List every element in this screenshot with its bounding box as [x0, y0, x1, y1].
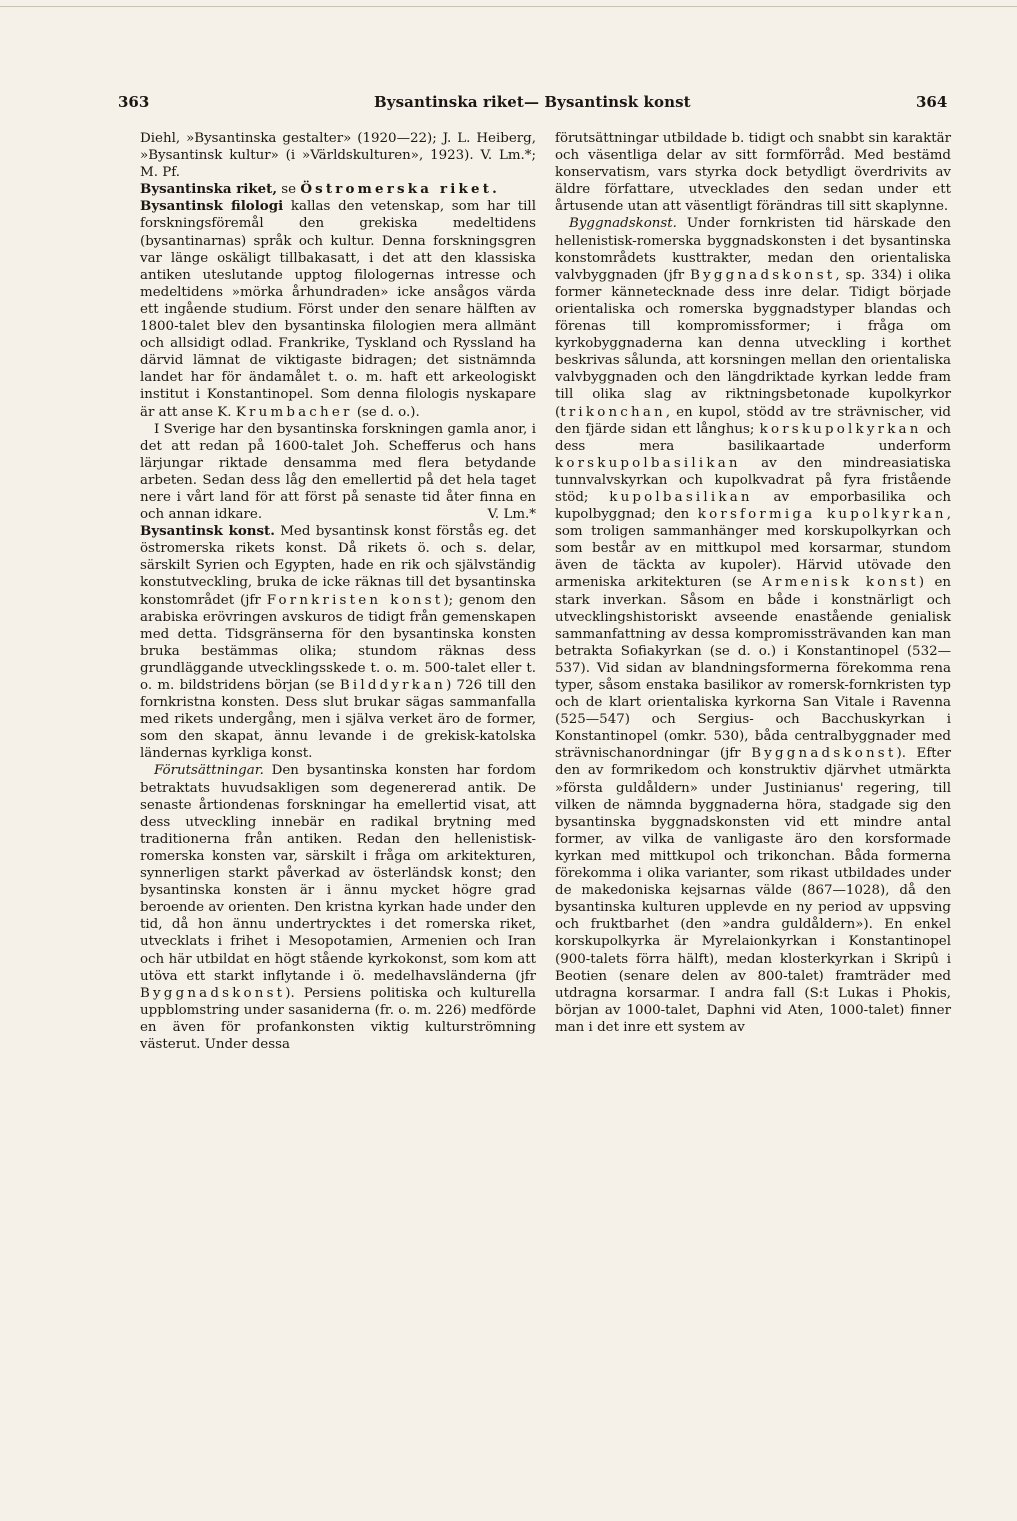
- cross-reference: Armenisk konst: [762, 575, 919, 591]
- term-emphasis: kupolbasilikan: [609, 489, 753, 505]
- cross-reference: Östromerska riket.: [300, 181, 500, 198]
- cross-reference: Fornkristen konst: [266, 592, 444, 608]
- right-column: [555, 130, 951, 1036]
- top-edge-rule: [0, 6, 1017, 7]
- entry-headword: Bysantinsk filologi: [140, 198, 284, 215]
- term-emphasis: korsformiga kupolkyrkan: [697, 507, 947, 523]
- entry-headword: Bysantinska riket,: [140, 181, 277, 198]
- page-number-left: 363: [118, 93, 150, 111]
- section-forutsattningar: Förutsättningar. Den bysantinska konsten har fordom betraktats huvudsakligen som degenererad antik. De senaste årtiondenas forskningar ha emellertid visat, att dess utveckling innebär en radikal brytning med traditionerna från antiken. Redan den hellenistisk-romerska konsten var, särskilt i fråga om arkitekturen, synnerligen starkt påverkad av österländsk konst; den bysantinska konsten är i ännu mycket högre grad beroende av orienten. Den kristna kyrkan hade under den tid, då hon ännu undertrycktes i det romerska riket, utvecklats i frihet i Mesopotamien, Armenien och Iran och här utbildat en högt stående kyrkokonst, som kom att utöva ett starkt inflytande i ö. medelhavsländerna (jfr Byggnadskonst). Persiens politiska och kulturella uppblomstring under sasaniderna (fr. o. m. 226) medförde en även för profankonsten viktig kulturströmning västerut. Under dessa: [140, 763, 536, 1052]
- cross-reference: Byggnadskonst: [140, 985, 286, 1001]
- section-byggnadskonst: Byggnadskonst. Under fornkristen tid härskade den hellenistisk-romerska byggnadskonsten i det bysantinska konstområdets kusttrakter, medan den orientaliska valvbyggnaden (jfr Byggnadskonst, sp. 334) i olika former kännetecknade dess inre delar. Tidigt började orientaliska och romerska byggnadstyper blandas och förenas till kompromissformer; i fråga om kyrkobyggnaderna kan denna utveckling i korthet beskrivas sålunda, att korsningen mellan den orientaliska valvbyggnaden och den längdriktade kyrkan ledde fram till olika slag av riktningsbetonade kupolkyrkor (trikonchan, en kupol, stödd av tre strävnischer, vid den fjärde sidan ett långhus; korskupolkyrkan och dess mera basilikaartade underform korskupolbasilikan av den mindreasiatiska tunnvalvskyrkan och kupolkvadrat på fyra fristående stöd; kupolbasilikan av emporbasilika och kupolbyggnad; den korsformiga kupolkyrkan, som troligen sammanhänger med korskupolkyrkan och som består av en mittkupol med korsarmar, stundom även de täckta av kupoler). Härvid utövade den armeniska arkitekturen (se Armenisk konst) en stark inverkan. Såsom en både i konstnärligt och utvecklingshistoriskt avseende enastående genialisk sammanfattning av dessa kompromissträvanden kan man betrakta Sofiakyrkan (se d. o.) i Konstantinopel (532—537). Vid sidan av blandningsformerna förekomma rena typer, såsom enstaka basilikor av romersk-fornkristen typ och de klart orientaliska kyrkorna San Vitale i Ravenna (525—547) och Sergius- och Bacchuskyrkan i Konstantinopel (omkr. 530), båda centralbyggnader med strävnischanordningar (jfr Byggnadskonst). Efter den av formrikedom och konstruktiv djärvhet utmärkta »första guldåldern» under Justinianus' regering, till vilken de nämnda byggnaderna höra, stadgade sig den bysantinska byggnadskonsten vid ett mindre antal former, av vilka de vanligaste äro den korsformade kyrkan med mittkupol och trikonchan. Båda formerna förekomma i olika varianter, som rikast utbildades under de makedoniska kejsarnas välde (867—1028), då den bysantinska kulturen upplevde en ny period av uppsving och fruktbarhet (den »andra guldåldern»). En enkel korskupolkyrka är Myrelaionkyrkan i Konstantinopel (900-talets förra hälft), medan klosterkyrkan i Skripû i Beotien (senare delen av 800-talet) framträder med utdragna korsarmar. I andra fall (S:t Lukas i Phokis, början av 1000-talet, Daphni vid Aten, 1000-talet) finner man i det inre ett system av: [555, 216, 951, 1035]
- section-heading: Byggnadskonst.: [569, 216, 677, 232]
- page-number-right: 364: [916, 93, 948, 111]
- cross-reference: Byggnadskonst: [690, 267, 836, 283]
- left-column: [140, 130, 536, 1053]
- running-header: [0, 93, 1017, 115]
- term-emphasis: korskupolbasilikan: [555, 455, 741, 471]
- running-title: Bysantinska riket— Bysantinsk konst: [374, 93, 691, 111]
- entry-bysantinsk-filologi: Bysantinsk filologi kallas den vetenskap, som har till forskningsföremål den grekiska medeltidens (bysantinarnas) språk och kultur. Denna forskningsgren var länge oskäligt tillbakasatt, i det att den klassiska antiken uteslutande upptog filologernas intresse och medeltidens »mörka århundraden» icke ansågos värda ett ingående studium. Först under den senare hälften av 1800-talet blev den bysantinska filologien mera allmänt och allsidigt odlad. Frankrike, Tyskland och Ryssland ha därvid lämnat de viktigaste bidragen; det sistnämnda landet har för ändamålet t. o. m. haft ett arkeologiskt institut i Konstantinopel. Som denna filologis nyskapare är att anse K. Krumbacher (se d. o.).: [140, 198, 536, 420]
- cross-reference: Krumbacher: [235, 404, 353, 420]
- entry-bysantinsk-konst: Bysantinsk konst. Med bysantinsk konst förstås eg. det östromerska rikets konst. Då rikets ö. och s. delar, särskilt Syrien och Egypten, hade en rik och självständig konstutveckling, bruka de icke räknas till det bysantinska konstområdet (jfr Fornkristen konst); genom den arabiska erövringen avskuros de tidigt från gemenskapen med detta. Tidsgränserna för den bysantinska konsten bruka bestämmas olika; stundom räknas dess grundläggande utvecklingsskede t. o. m. 500-talet eller t. o. m. bildstridens början (se Bilddyrkan) 726 till den fornkristna konsten. Dess slut brukar sägas sammanfalla med rikets undergång, men i själva verket äro de former, som den skapat, ännu levande i de grekisk-katolska ländernas kyrkliga konst.: [140, 523, 536, 762]
- entry-bysantinska-riket: Bysantinska riket, se Östromerska riket.: [140, 181, 500, 198]
- term-emphasis: trikonchan: [560, 404, 666, 420]
- cross-reference: Bilddyrkan: [339, 678, 447, 693]
- term-emphasis: korskupolkyrkan: [759, 421, 922, 437]
- entry-headword: Bysantinsk konst.: [140, 523, 275, 540]
- paragraph-continuation: förutsättningar utbildade b. tidigt och snabbt sin karaktär och väsentliga delar av sitt formförråd. Med bestämd konservatism, vars styrka dock betydligt överdrivits av äldre författare, utvecklades den sedan under ett årtusende utan att väsentligt förändras till sitt skaplynne.: [555, 131, 951, 215]
- bibliography-tail: Diehl, »Bysantinska gestalter» (1920—22); J. L. Heiberg, »Bysantinsk kultur» (i »Världskulturen», 1923). V. Lm.*; M. Pf.: [140, 131, 536, 181]
- paragraph-sverige: I Sverige har den bysantinska forskningen gamla anor, i det att redan på 1600-talet Joh. Schefferus och hans lärjungar riktade densamma med flera betydande arbeten. Sedan dess låg den emellertid på det hela taget nere i vårt land för att först på senaste tid åter finna en och annan idkare. V. Lm.*: [140, 421, 536, 523]
- cross-reference: Byggnadskonst: [751, 746, 897, 762]
- author-signature: V. Lm.*: [487, 507, 536, 523]
- section-heading: Förutsättningar.: [154, 763, 264, 779]
